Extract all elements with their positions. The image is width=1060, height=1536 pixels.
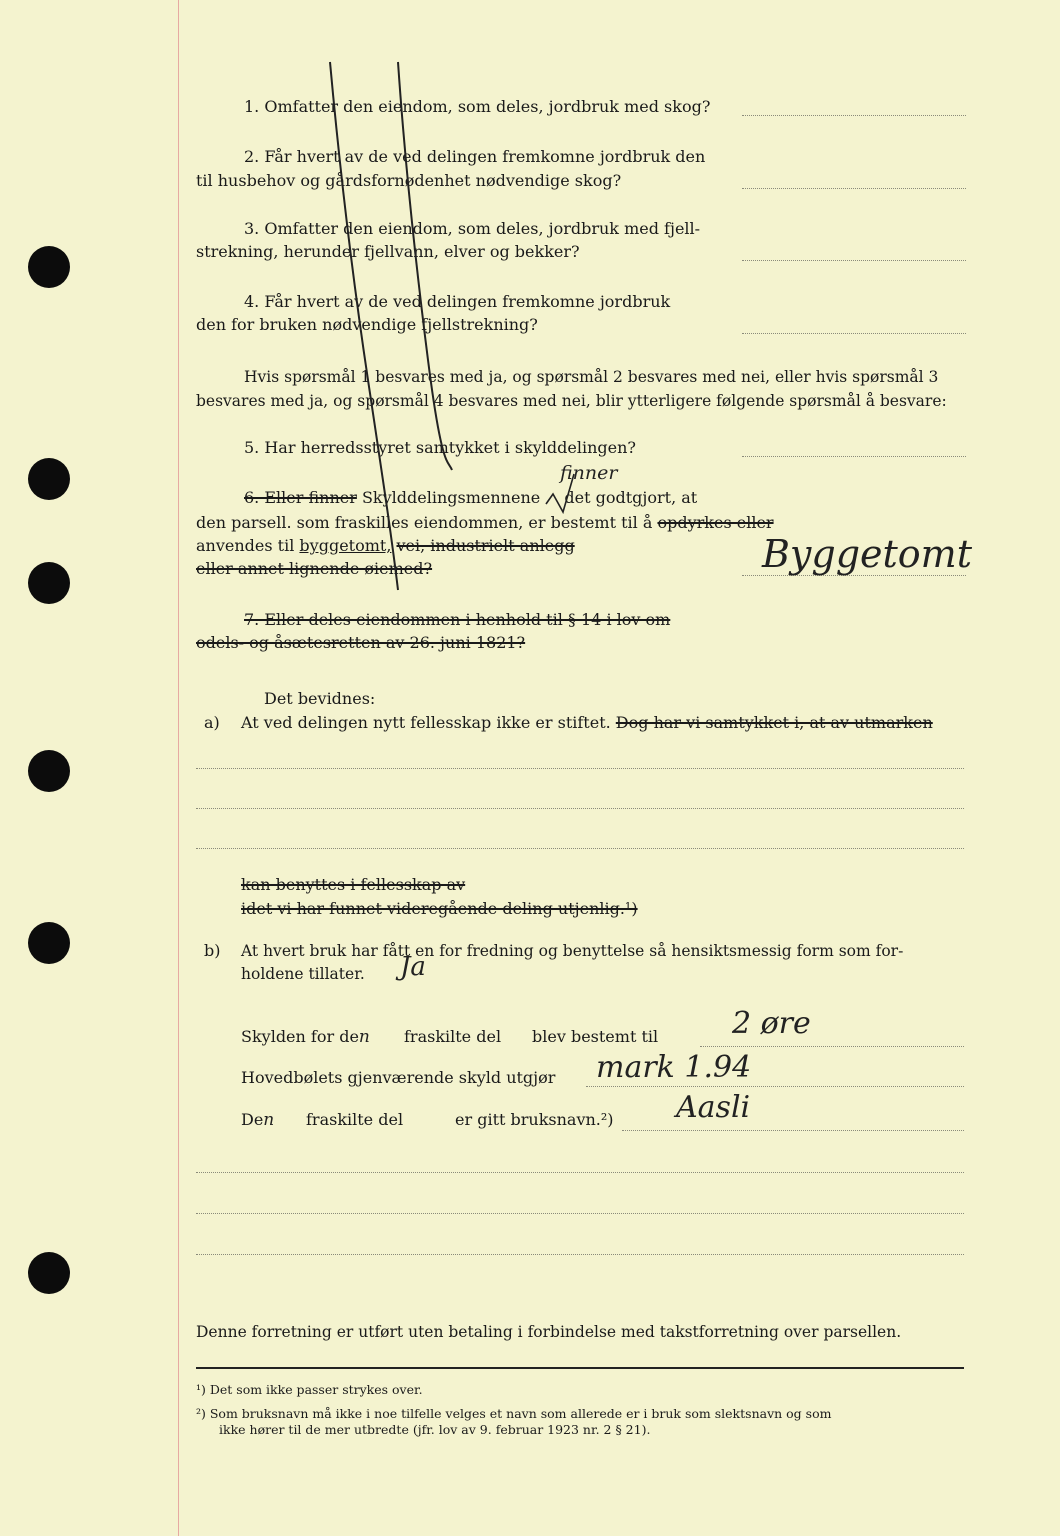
attest-b-line2: holdene tillater.	[241, 965, 365, 983]
question-6-struck: 6. Eller finner	[244, 488, 357, 507]
hoved-label: Hovedbølets gjenværende skyld utgjør	[241, 1068, 556, 1087]
question-6-line4: eller annet lignende øiemed?	[196, 559, 433, 578]
question-4-line1: 4. Får hvert av de ved delingen fremkomne jordbruk	[244, 292, 671, 311]
question-4-line2: den for bruken nødvendige fjellstrekning?	[196, 315, 538, 334]
condition-line2: besvares med ja, og spørsmål 4 besvares med nei, blir ytterligere følgende spørsmål å besvare:	[196, 392, 947, 410]
handwritten-byggetomt: Byggetomt	[762, 532, 972, 576]
question-7-line1: 7. Eller deles eiendommen i henhold til § 14 i lov om	[244, 610, 671, 629]
handwritten-hoved-value: mark 1.94	[596, 1050, 752, 1085]
attest-b-label: b)	[204, 941, 221, 960]
question-6-end: det godtgjort, at	[564, 488, 698, 507]
skyld-label: Skylden for den	[241, 1027, 370, 1047]
handwritten-bruksnavn: Aasli	[676, 1090, 751, 1125]
footnote-2-line1: ²) Som bruksnavn må ikke i noe tilfelle velges et navn som allerede er i bruk som slektsnavn og som	[196, 1406, 832, 1421]
byggetomt-underlined: byggetomt,	[299, 536, 392, 555]
attest-a-line1: At ved delingen nytt fellesskap ikke er stiftet. Dog har vi samtykket i, at av utmarken	[241, 713, 933, 732]
attest-a-struck-line3: idet vi har funnet videregående deling utjenlig.¹)	[241, 899, 638, 918]
question-1: 1. Omfatter den eiendom, som deles, jordbruk med skog?	[244, 97, 711, 116]
attest-b-line1: At hvert bruk har fått en for fredning og benyttelse så hensiktsmessig form som for-	[241, 942, 904, 960]
question-6-line3: anvendes til byggetomt, vei, industrielt anlegg	[196, 536, 575, 555]
question-6-subject: Skylddelingsmennene	[361, 488, 541, 507]
pen-stroke	[398, 62, 452, 470]
attest-a-struck-line2: kan benyttes i fellesskap av	[241, 875, 466, 894]
handwritten-finner: finner	[560, 462, 618, 484]
question-3-line2: strekning, herunder fjellvann, elver og bekker?	[196, 242, 580, 261]
question-6-line2: den parsell. som fraskilles eiendommen, er bestemt til å opdyrkes eller	[196, 513, 774, 532]
closing-statement: Denne forretning er utført uten betaling i forbindelse med takstforretning over parsellen.	[196, 1323, 902, 1341]
skyld-label-2: fraskilte del	[404, 1027, 502, 1046]
skyld-label-3: blev bestemt til	[532, 1027, 659, 1046]
question-2-line1: 2. Får hvert av de ved delingen fremkomne jordbruk den	[244, 147, 706, 166]
handwritten-skyld-value: 2 øre	[732, 1006, 811, 1041]
question-2-line2: til husbehov og gårdsfornødenhet nødvendige skog?	[196, 171, 622, 190]
footnote-2-line2: ikke hører til de mer utbredte (jfr. lov av 9. februar 1923 nr. 2 § 21).	[219, 1422, 651, 1437]
question-7-line2: odels- og åsætesretten av 26. juni 1821?	[196, 633, 526, 652]
question-5: 5. Har herredsstyret samtykket i skylddelingen?	[244, 438, 636, 457]
question-3-line1: 3. Omfatter den eiendom, som deles, jordbruk med fjell-	[244, 219, 701, 238]
handwritten-ja: Ja	[400, 952, 426, 982]
condition-line1: Hvis spørsmål 1 besvares med ja, og spørsmål 2 besvares med nei, eller hvis spørsmål 3	[244, 368, 939, 386]
attest-a-label: a)	[204, 713, 220, 732]
footnote-1: ¹) Det som ikke passer strykes over.	[196, 1382, 423, 1397]
bruks-label-1: Den	[241, 1110, 275, 1130]
check-mark	[546, 474, 574, 512]
bruks-label-2: fraskilte del	[306, 1110, 404, 1129]
attest-heading: Det bevidnes:	[264, 689, 376, 708]
pen-stroke	[330, 62, 398, 590]
bruks-label-3: er gitt bruksnavn.²)	[455, 1110, 614, 1129]
